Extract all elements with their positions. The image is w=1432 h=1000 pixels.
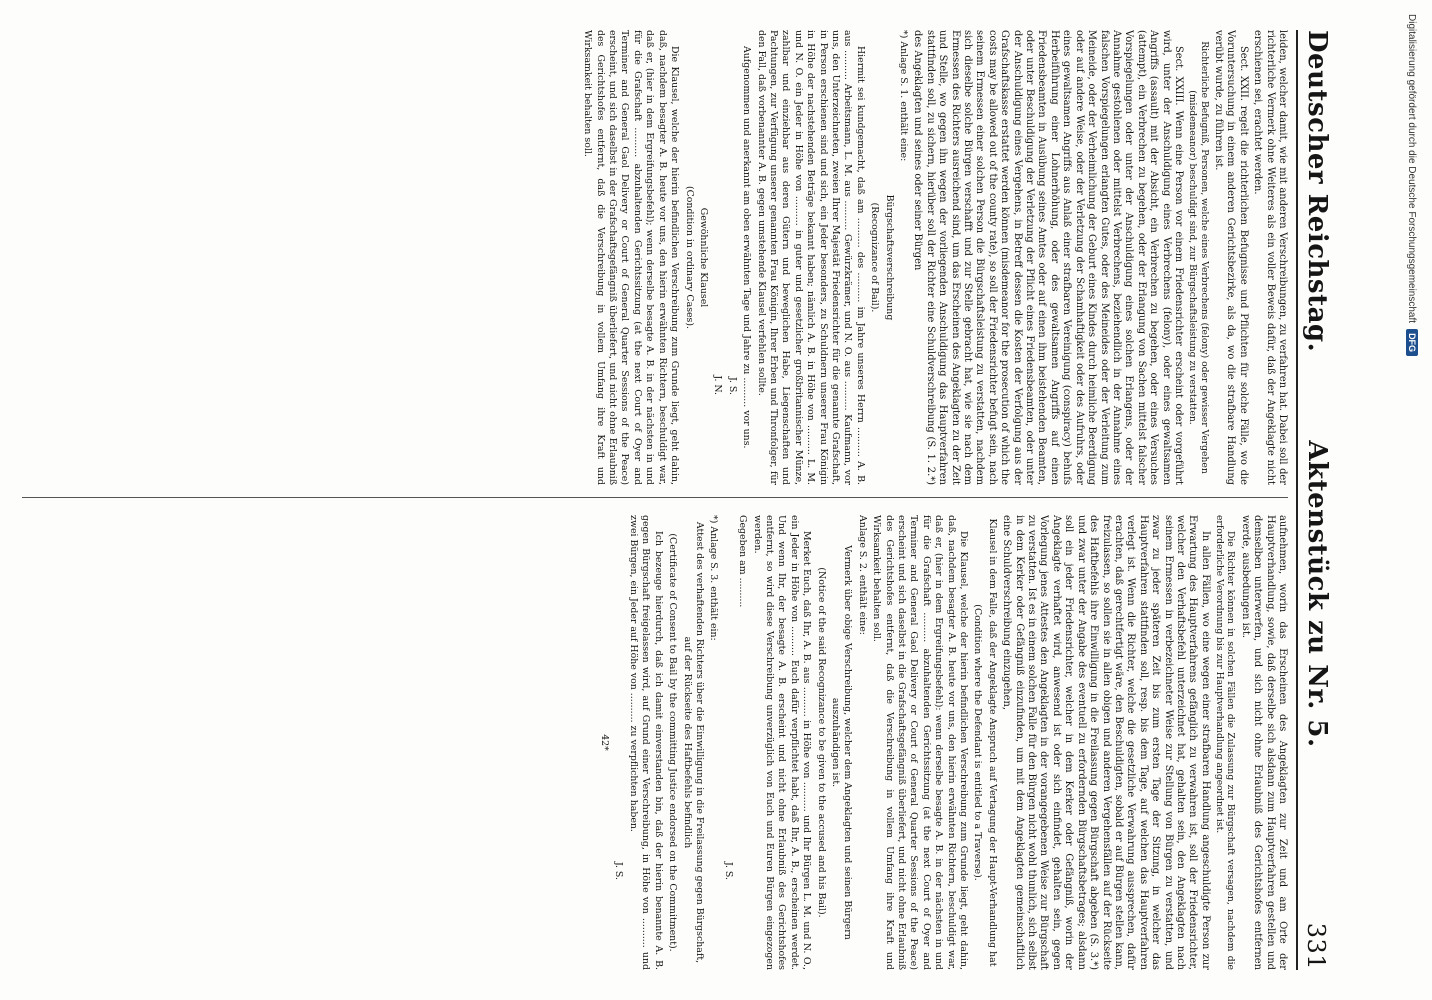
- footnote-text: Aufgenommen und anerkannt am oben erwähnten Tage und Jahre zu .......... vor uns.: [741, 46, 753, 449]
- paragraph: leiden, welcher damit, wie mit anderen Verschreibungen, zu verfahren hat. Dabei soll der richterliche Vermerk ohne Weiteres als ein voller Beweis dafür, daß der Angeklagte nicht erschienen sei, erachtet werden.: [1252, 30, 1288, 485]
- clause-title: Klausel in dem Falle, daß der Angeklagte Anspruch auf Vertagung der Haupt-Verhandlung hat: [986, 518, 998, 967]
- annex-title: Vermerk über obige Verschreibung, welcher dem Angeklagten und seinen Bürgern auszuhändigen ist.: [830, 545, 854, 940]
- footnote-text: Hiermit sei kundgemacht, daß am .......... des .......... im Jahre unseres Herrn .......... A. B. aus .......... Arbeitsmann, L. M. aus .......... Gewürzkrämer, und N. O. aus .......... Kaufmann, vor uns, den Unterzeichneten, zweien Ihrer Majestät Friedensrichter für die genannte Grafschaft, in Person erschienen sind und sich, ein Jeder besonders, zu Schuldnern unserer Frau Königin in Höhe der nachstehenden Beträge bekannt haben; nämlich A. B. in Höhe von .......... L. M. und N. O. ein Jeder in Höhe von .......... in guter und gesetzlicher großbritannischer Münze, zahlbar und einziehbar aus deren Gütern und beweglichen Habe, Liegenschaften und Pachtungen, zur Verfügung unserer genannten Frau Königin, Ihrer Erben und Thronfolger, für den Fall, daß vorbenannter A. B. gegen umstehende Klausel verfehlen sollte.: [755, 30, 866, 485]
- signature: J. S.: [726, 376, 738, 395]
- annex-ref: Anlage S. 2. enthält eine:: [856, 515, 868, 635]
- annex-subtitle: (Notice of the said Recognizance to be given to the accused and his Bail).: [815, 567, 827, 918]
- header-rule: [1296, 30, 1298, 970]
- annex-text: Merket Euch, daß Ihr, A. B. aus .......... in Höhe von .......... und Ihr Bürgen L. M. und N. O., ein Jeder in Höhe von .......... Euch dafür verpflichtet habt, daß Ihr, A. B., erscheinen werdet. Und wenn Ihr, der besagte A. B. erscheint und nicht ohne Erlaubniß des Gerichtshofes entfernt, so wird diese Verschreibung unverzüglich von Euch und Euren Bürgen eingezogen werden.: [751, 515, 813, 970]
- clause-title: Gewöhnliche Klausel: [697, 207, 709, 308]
- signature: J. S.: [722, 861, 734, 880]
- header-center: Aktenstück zu Nr. 5.: [1302, 440, 1332, 748]
- section-22: Sect. XXII. regelt die richterlichen Befugnisse und Pflichten für solche Fälle, wo die Voruntersuchung in einem anderen Gerichtsbezirke, als da, wo die strafbare Handlung verübt wurde, zu führen ist.: [1212, 30, 1249, 485]
- clause-subtitle: (Condition where the Defendant is entitled to a Traverse).: [972, 604, 984, 881]
- signature-mark: 42*: [599, 734, 611, 751]
- footnote-title: Bürgschaftsverschreibung: [883, 194, 895, 321]
- clause-subtitle: (Condition in ordinary Cases).: [683, 185, 695, 330]
- digitization-footer: [1392, 0, 1432, 1000]
- annex-subtitle: (Certificate of Consent to Bail by the committing Justice endorsed on the Commitment).: [667, 533, 679, 952]
- page-header: [1302, 30, 1348, 970]
- annex-text: Gegeben am ..........: [737, 515, 749, 608]
- side-heading: Richterliche Befugniß, Personen, welche eines Verbrechens (felony) oder gewisser Vergehen (misdemeanor) beschuldigt sind, zur Bürgschaftsleistung zu verstatten.: [1186, 41, 1210, 474]
- section-23: Sect. XXIII. Wenn eine Person vor einem Friedensrichter erscheint oder vorgeführt wird, unter der Anschuldigung eines Verbrechens (felony), oder eines gewaltsamen Angriffs (assault) mit der Absicht, ein Verbrechen zu begehen, oder eines Versuches (attempt), ein Verbrechen zu begehen, oder der Erlangung von Sachen mittelst falscher Vorspiegelungen oder unter der Anschuldigung eines solchen Erlangens, oder der Annahme gestohlenen oder mittelst Verbrechens, beziehendlich in der Annahme eines falschen Vorspiegelungen erlangten Gutes, oder des Meineides oder der Verleitung zum Meineide, oder der Verheimlichung der Geburt eines Kindes durch heimliche Beerdigung oder auf andere Weise, oder der Verletzung der Schamhaftigkeit oder des Aufruhrs, oder eines gewaltsamen Angriffs aus Anlaß einer strafbaren Vereinigung (conspiracy) behufs Herbeiführung einer Lohnerhöhung, oder des gewaltsamen Angriffs auf einen Friedensbeamten in Ausübung seines Amtes oder auf einen ihm beistehenden Beamten, oder unter Beschuldigung der Verletzung der Pflicht eines Friedensbeamten, oder unter der Anschuldigung eines Vergehens, in Betreff dessen die Kosten der Verfolgung aus der Grafschaftskasse erstattet werden können (misdemeanor for the prosecution of which the costs may be allowed out of the county rate), so soll der Friedensrichter befugt sein, nach seinem Ermessen einer solchen Person die Bürgschaftsleistung zu verstatten, nachdem sich dieselbe solche Bürgen verschafft und zur Stelle gebracht hat, wie sie nach dem Ermessen des Richters ausreichend sind, um das Erscheinen des Angeklagten zu der Zeit und Stelle, wo gegen ihn wegen der vorliegenden Anschuldigung das Hauptverfahren stattfinden soll, zu sichern, hierüber soll der Richter eine Schuldverschreibung (S. 1. 2.*) des Angeklagten und seines oder seiner Bürgen: [912, 30, 1184, 485]
- column-divider: [22, 497, 1288, 498]
- clause-text: Die Klausel, welche der hierin befindlichen Verschreibung zum Grunde liegt, geht dahin, daß, nachdem besagter A. B. heute vor uns, den hierin erwähnten Richtern, beschuldigt war, daß er, (hier in dem Ergreifungsbefehl); wenn derselbe besagte A. B. in der nächsten in und für die Grafschaft .......... abzuhaltenden Gerichtssitzung (at the next Court of Oyer and Terminer and General Gaol Delivery or Court of General Quarter Sessions of the Peace) erscheint, und sich daselbst in der Grafschaftsgefängniß überliefert, und nicht ohne Erlaubniß des Gerichtshofes entfernt, daß die Verschreibung in vollem Umfang ihre Kraft und Wirksamkeit behalten soll.: [582, 30, 681, 485]
- paragraph: Die Richter können in solchen Fällen die Zulassung zur Bürgschaft versagen, nachdem die erforderliche Verordnung bis zur Hauptverhandlung angeordnet ist.: [1213, 515, 1237, 970]
- page-number: 331: [1302, 922, 1330, 970]
- footnote-ref: *) Anlage S. 1. enthält eine:: [898, 30, 910, 162]
- paragraph: In allen Fällen, wo eine wegen einer strafbaren Handlung angeschuldigte Person zur Erwartung des Hauptverfahrens gefänglich zu verwahren ist, soll der Friedensrichter, welcher den Verhaftsbefehl unterzeichnet hat, gehalten sein, den Angeklagten nach seinem Ermessen in verbezeichneter Weise zur Stellung von Bürgen zu verstatten, und zwar zu jeder späteren Zeit bis zum ersten Tage der Sitzung, in welcher das Hauptverfahren stattfinden soll, resp. bis dem Tage, auf welchen das Hauptverfahren verlegt ist. Wenn die Richter, welche die gesetzliche Verwahrung aussprechen, dafür erachten, daß gerechtfertigt wäre, den Beschuldigten, sobald er auf Bürgen stellen kann, freizulassen, so sollen sie in allen obigen und anderen Vergehensfällen auf der Rückseite des Haftbefehls ihre Einwilligung in die Freilassung gegen Bürgschaft abgeben (S. 3.*) und zwar unter der Angabe des eventuell zu erfordernden Bürgschaftsbetrages; alsdann soll ein jeder Friedensrichter, welcher in dem Kerker oder Gefängniß, worin der Angeklagte verhaftet wird, anwesend ist oder sich einfindet, gehalten sein, gegen Vorlegung jenes Attestes den Angeklagten in der vorangegebenen Weise zur Bürgschaft zu verstatten. Ist es in einem solchen Falle für den Bürgen nicht wohl thunlich, sich selbst in dem Kerker oder Gefängniß einzufinden, um mit dem Angeklagten gemeinschaftlich eine Schuldverschreibung einzugehen,: [1001, 515, 1211, 970]
- column-right: [20, 515, 1288, 970]
- annex-ref: *) Anlage S. 3. enthält ein:: [708, 515, 720, 641]
- footer-credit: Digitalisierung gefördert durch die Deutsche Forschungsgemeinschaft: [1406, 14, 1418, 324]
- footnote-subtitle: (Recognizance of Bail).: [869, 202, 881, 313]
- signature: J. S.: [613, 861, 625, 880]
- header-left: Deutscher Reichstag.: [1302, 30, 1332, 353]
- clause-text: Die Klausel, welche der hierin befindlichen Verschreibung zum Grunde liegt, geht dahin, daß, nachdem besagter A. B. heute vor uns, den hierin erwähnten Richtern, beschuldigt war, daß er, (hier in dem Ergreifungsbefehl): wenn derselbe besagte A. B. in der nächsten in und für die Grafschaft .......... abzuhaltenden Gerichtssitzung (at the next Court of Oyer and Terminer and General Gaol Delivery or Court of General Quarter Sessions of the Peace) erscheint und sich daselbst in die Grafschaftsgefängniß überliefert, und nicht ohne Erlaubniß des Gerichtshofes entfernt, daß die Verschreibung in vollem Umfang ihre Kraft und Wirksamkeit behalten soll.: [871, 515, 970, 970]
- column-left: [20, 30, 1288, 485]
- signature: J. N.: [712, 375, 724, 395]
- annex-title: Attest des verhaftenden Richters über die Einwilligung in die Freilassung gegen Bürgschaft, auf der Rückseite des Haftbefehls befindlich: [681, 521, 705, 964]
- paragraph: aufnehmen, worin das Erscheinen des Angeklagten zur Zeit und am Orte der Hauptverhandlung, sowie, daß derselbe sich alsdann zum Hauptverfahren gestellen und demselben unterwerfen, und sich nicht ohne Erlaubniß des Gerichtshofes entfernen werde, ausbedungen ist.: [1239, 515, 1288, 970]
- annex-text: Ich bezeuge hierdurch, daß ich damit einverstanden bin, daß der hierin benannte A. B. gegen Bürgschaft freigelassen wird, auf Grund einer Verschreibung, in Höhe von .......... und zwei Bürgen, ein Jeder auf Höhe von .......... zu verpflichten haben.: [627, 515, 664, 970]
- dfg-logo: DFG: [1406, 329, 1418, 356]
